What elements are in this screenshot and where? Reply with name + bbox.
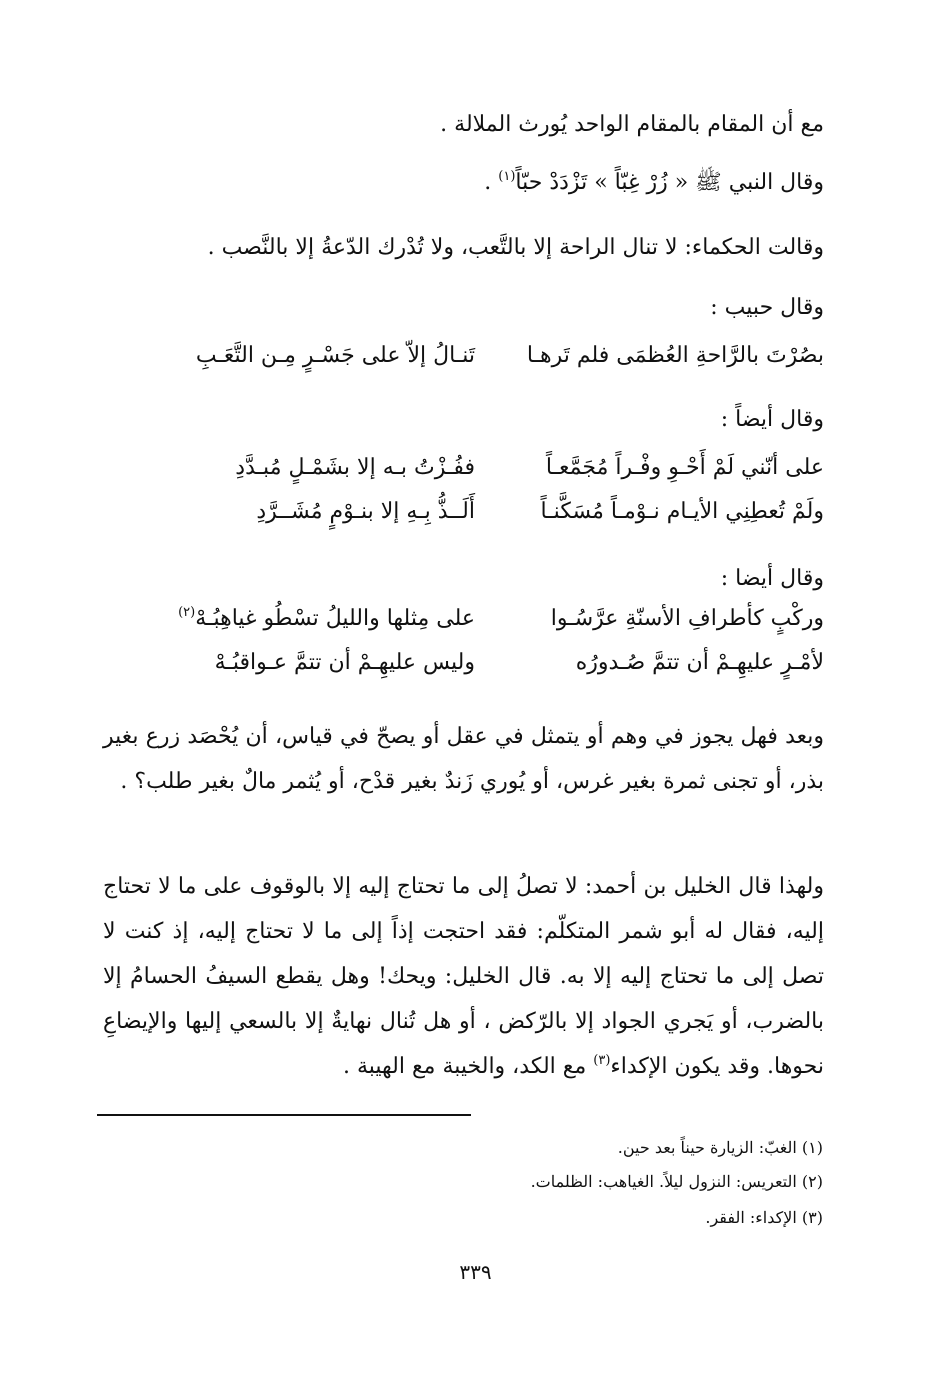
verse-hemistich-2: وليس عليهِـمْ أن تتمَّ عـواقبُـهْ <box>214 650 475 675</box>
paragraph-2-end: مع الكد، والخيبة مع الهيبة . <box>342 1054 594 1079</box>
verse-hemistich-2: تَنـالُ إلاّ على جَسْـرٍ مِـن التَّعَـبِ <box>195 343 475 368</box>
poet-intro-1: وقال حبيب : <box>710 295 824 320</box>
page-number: ٣٣٩ <box>459 1260 492 1284</box>
verse-1 <box>100 343 824 383</box>
verse-hemistich-2 <box>145 606 475 631</box>
verse-hemistich-1: بصُرْتَ بالرَّاحةِ العُظمَى فلم تَرهـا <box>526 343 824 368</box>
footnote-separator <box>97 1114 471 1116</box>
verse-hemistich-1: لأمْـرٍ عليهِـمْ أن تتمَّ صُـدورُه <box>575 650 824 675</box>
verse-hemistich-2: أَلَــذُّ بِـهِ إلا بنـوْمٍ مُشَــرَّدِ <box>256 499 475 524</box>
verse-2-line-2 <box>100 499 824 539</box>
hadith-line <box>100 166 824 203</box>
text-line-1: مع أن المقام بالمقام الواحد يُورث الملالة . <box>440 112 824 137</box>
hadith-text: وقال النبي ﷺ « زُرْ غِبّاً » تَزْدَدْ حبّاً <box>515 170 824 195</box>
footnote-ref-3: (٣) <box>593 1053 611 1068</box>
verse-hemistich-1: ولَمْ تُعطِنِي الأيـام نـوْمـاً مُسَكَّنـاً <box>540 499 824 524</box>
text-line-3: وقالت الحكماء: لا تنال الراحة إلا بالتَّعب، ولا تُدْرك الدّعةُ إلا بالنَّصب . <box>207 235 824 260</box>
poet-intro-3: وقال أيضا : <box>720 566 824 591</box>
verse-hemistich-2: ففُـزْتُ بـه إلا بشَمْـلٍ مُبـدَّدِ <box>235 455 475 480</box>
verse-hemistich-1: على أنّني لَمْ أَحْـوِ وفْـراً مُجَمَّعـاً <box>545 455 824 480</box>
verse-hemistich-1: وركْبٍ كأطرافِ الأسنّةِ عرَّسُـوا <box>550 606 824 631</box>
footnote-2: (٢) التعريس: النزول ليلاً. الغياهب: الظلمات. <box>530 1172 823 1191</box>
paragraph-1: وبعد فهل يجوز في وهم أو يتمثل في عقل أو يصحّ في قياس، أن يُحْصَد زرع بغير بذر، أو تجنى ثمرة بغير غرس، أو يُوري زَندٌ بغير قدْح، أو يُثمر مالٌ بغير طلب؟ . <box>103 724 824 794</box>
paragraph-2-text: ولهذا قال الخليل بن أحمد: لا تصلُ إلى ما تحتاج إليه إلا بالوقوف على ما لا تحتاج إليه، فقال له أبو شمر المتكلّم: فقد احتجت إذاً إلى ما لا تحتاج إليه، إذ كنت لا تصل إلى ما تحتاج إليه إلا به. قال الخليل: ويحك! وهل يقطع السيفُ الحسامُ إلا بالضرب، أو يَجري الجواد إلا بالرّكض ، أو هل تُنال نهايةٌ إلا بالسعي إليها والإيضاعِ نحوها. وقد يكون الإكداء <box>103 874 824 1079</box>
poet-intro-2: وقال أيضاً : <box>720 407 824 432</box>
verse-3-line-2 <box>100 650 824 690</box>
paragraph-2 <box>103 864 824 1092</box>
footnote-1: (١) الغبّ: الزيارة حيناً بعد حين. <box>617 1138 823 1157</box>
verse-3-line-1 <box>100 606 824 646</box>
verse-text: على مِثلها والليلُ تسْطُو غياهِبُـهْ <box>195 606 475 631</box>
footnote-ref-1: (١) <box>498 169 516 184</box>
verse-2-line-1 <box>100 455 824 495</box>
footnote-ref-2: (٢) <box>178 605 196 620</box>
hadith-end: . <box>484 170 499 195</box>
footnote-3: (٣) الإكداء: الفقر. <box>705 1208 823 1227</box>
